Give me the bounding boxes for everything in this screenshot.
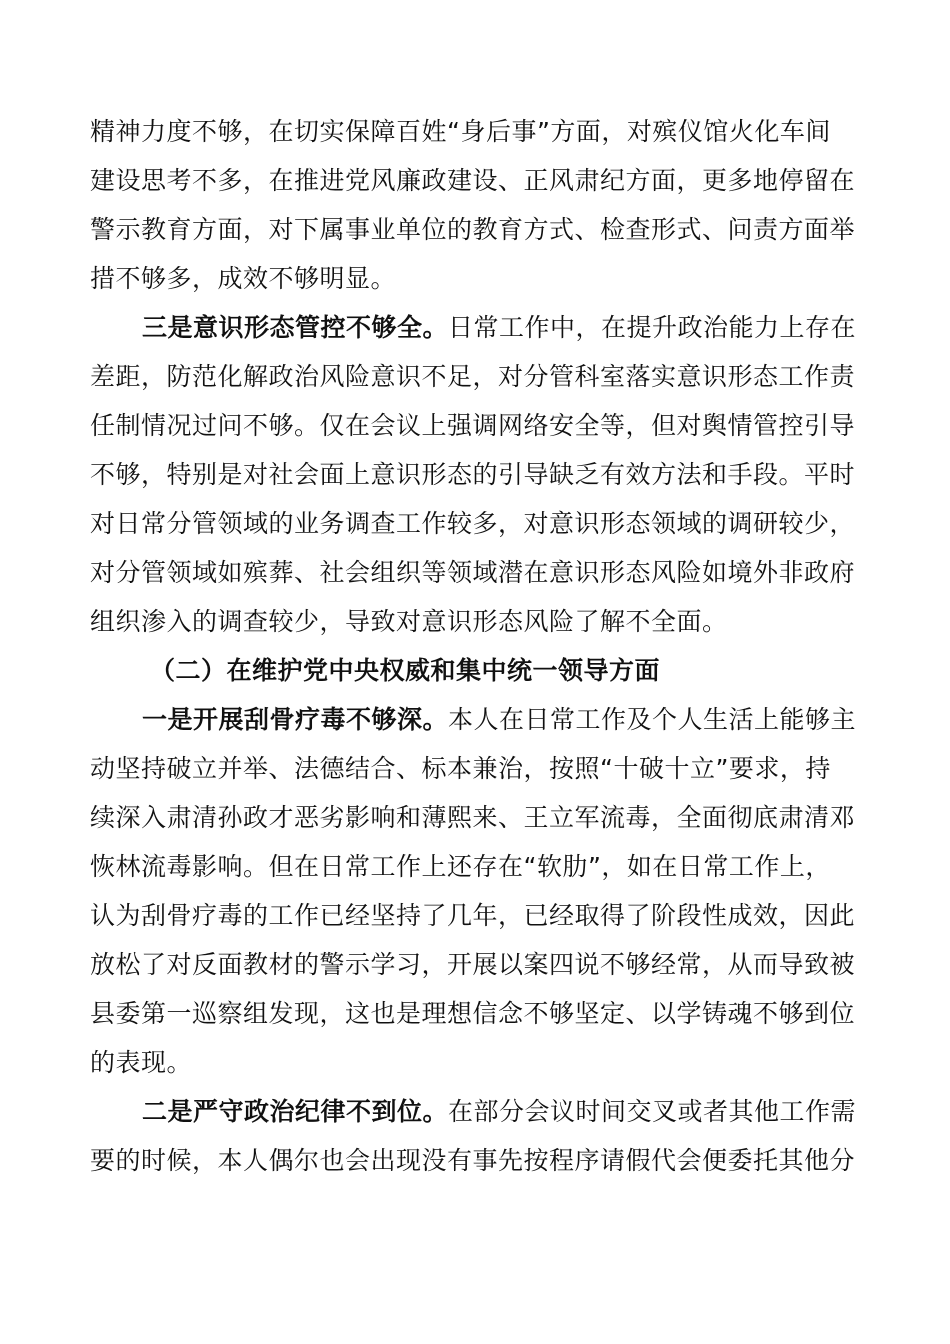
paragraph-political-discipline <box>90 1087 860 1185</box>
text-line: 认为刮骨疗毒的工作已经坚持了几年，已经取得了阶段性成效，因此 <box>90 901 856 930</box>
text-line: 动坚持破立并举、法德结合、标本兼治，按照“十破十立”要求，持 <box>90 754 831 783</box>
text-line: 对分管领域如殡葬、社会组织等领域潜在意识形态风险如境外非政府 <box>90 558 856 587</box>
paragraph-lead: 一是开展刮骨疗毒不够深。 <box>142 705 449 734</box>
text-line: 放松了对反面教材的警示学习，开展以案四说不够经常，从而导致被 <box>90 950 856 979</box>
text-line: 警示教育方面，对下属事业单位的教育方式、检查形式、问责方面举 <box>90 215 856 244</box>
text-line: 差距，防范化解政治风险意识不足，对分管科室落实意识形态工作责 <box>90 362 856 391</box>
paragraph-lead: 三是意识形态管控不够全。 <box>142 313 449 342</box>
paragraph-ideology-control <box>90 303 860 646</box>
text-line: 要的时候，本人偶尔也会出现没有事先按程序请假代会便委托其他分 <box>90 1146 856 1175</box>
text-line: 组织渗入的调查较少，导致对意识形态风险了解不全面。 <box>90 607 728 636</box>
text-line: 建设思考不多，在推进党风廉政建设、正风肃纪方面，更多地停留在 <box>90 166 856 195</box>
paragraph-continuation <box>90 107 860 303</box>
paragraph-first-line <box>90 303 860 352</box>
document-page <box>90 107 860 1185</box>
paragraph-text: 本人在日常工作及个人生活上能够主 <box>448 705 857 734</box>
section-heading: （二）在维护党中央权威和集中统一领导方面 <box>150 656 661 685</box>
text-line: 县委第一巡察组发现，这也是理想信念不够坚定、以学铸魂不够到位 <box>90 999 856 1028</box>
paragraph-text: 日常工作中，在提升政治能力上存在 <box>448 313 857 342</box>
text-line: 恢林流毒影响。但在日常工作上还存在“软肋”，如在日常工作上， <box>90 852 831 881</box>
paragraph-scraping-poison <box>90 695 860 1087</box>
text-line: 对日常分管领域的业务调查工作较多，对意识形态领域的调研较少， <box>90 509 856 538</box>
text-line: 措不够多，成效不够明显。 <box>90 264 397 293</box>
text-line: 的表现。 <box>90 1048 193 1077</box>
paragraph-first-line <box>90 1087 860 1136</box>
paragraph-text: 在部分会议时间交叉或者其他工作需 <box>448 1097 857 1126</box>
text-line: 不够，特别是对社会面上意识形态的引导缺乏有效方法和手段。平时 <box>90 460 856 489</box>
text-line: 精神力度不够，在切实保障百姓“身后事”方面，对殡仪馆火化车间 <box>90 117 831 146</box>
paragraph-lead: 二是严守政治纪律不到位。 <box>142 1097 449 1126</box>
text-line: 任制情况过问不够。仅在会议上强调网络安全等，但对舆情管控引导 <box>90 411 856 440</box>
text-line: 续深入肃清孙政才恶劣影响和薄熙来、王立军流毒，全面彻底肃清邓 <box>90 803 856 832</box>
paragraph-first-line <box>90 695 860 744</box>
